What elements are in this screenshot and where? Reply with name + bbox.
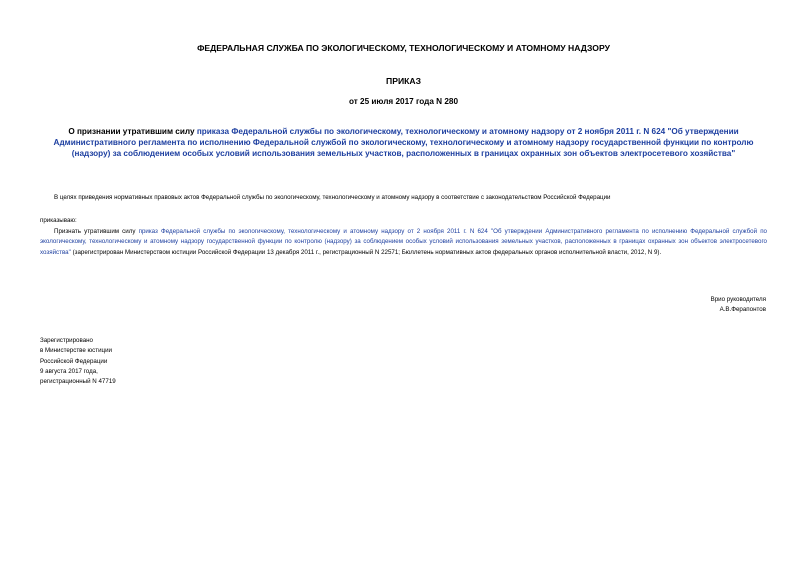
- registration-line: в Министерстве юстиции: [40, 347, 113, 355]
- registration-line: Зарегистрировано: [40, 337, 93, 344]
- purpose-paragraph: В целях приведения нормативных правовых актов Федеральной службы по экологическому, технологическому и атомному надзору в соответствие с законодательством Российской Федерации: [54, 194, 611, 201]
- repeal-paragraph: [40, 227, 767, 258]
- registration-block: [40, 336, 240, 387]
- signature-name: А.В.Ферапонтов: [719, 306, 766, 314]
- repeal-prefix: Признать утратившим силу: [54, 228, 139, 235]
- registration-line: регистрационный N 47719: [40, 378, 116, 386]
- repealed-order-link[interactable]: приказ Федеральной службы по экологическому, технологическому и атомному надзору от 2 ноября 2011 г. N 624 "Об утверждении Административного регламента по исполнению Федеральной службой по экологическому, технологическому и атомному надзору государственной функции по контролю (надзору) за соблюдением особых условий использования земельных участков, расположенных в границах охранных зон объектов электросетевого хозяйства": [40, 228, 767, 256]
- repeal-registration-details: (зарегистрирован Министерством юстиции Российской Федерации 13 декабря 2011 г., регистрационный N 22571; Бюллетень нормативных актов федеральных органов исполнительной власти, 2012, N 9).: [72, 248, 662, 256]
- registration-line: Российской Федерации: [40, 357, 108, 365]
- registration-line: 9 августа 2017 года,: [40, 367, 98, 375]
- decree-word: приказываю:: [40, 217, 77, 224]
- signature-title: Врио руководителя: [710, 296, 766, 303]
- signature-block: [586, 295, 766, 316]
- document-heading: [38, 127, 769, 159]
- heading-prefix: О признании утратившим силу: [68, 127, 197, 136]
- document-date-number: от 25 июля 2017 года N 280: [348, 97, 459, 106]
- agency-name: ФЕДЕРАЛЬНАЯ СЛУЖБА ПО ЭКОЛОГИЧЕСКОМУ, ТЕХНОЛОГИЧЕСКОМУ И АТОМНОМУ НАДЗОРУ: [197, 43, 610, 53]
- document-type: ПРИКАЗ: [386, 76, 421, 86]
- repealed-order-heading-link[interactable]: приказа Федеральной службы по экологическому, технологическому и атомному надзору от 2 ноября 2011 г. N 624 "Об утверждении Административного регламента по исполнению Федеральной службой по экологическому, технологическому и атомному надзору государственной функции по контролю (надзору) за соблюдением особых условий использования земельных участков, расположенных в границах охранных зон объектов электросетевого хозяйства": [53, 127, 754, 158]
